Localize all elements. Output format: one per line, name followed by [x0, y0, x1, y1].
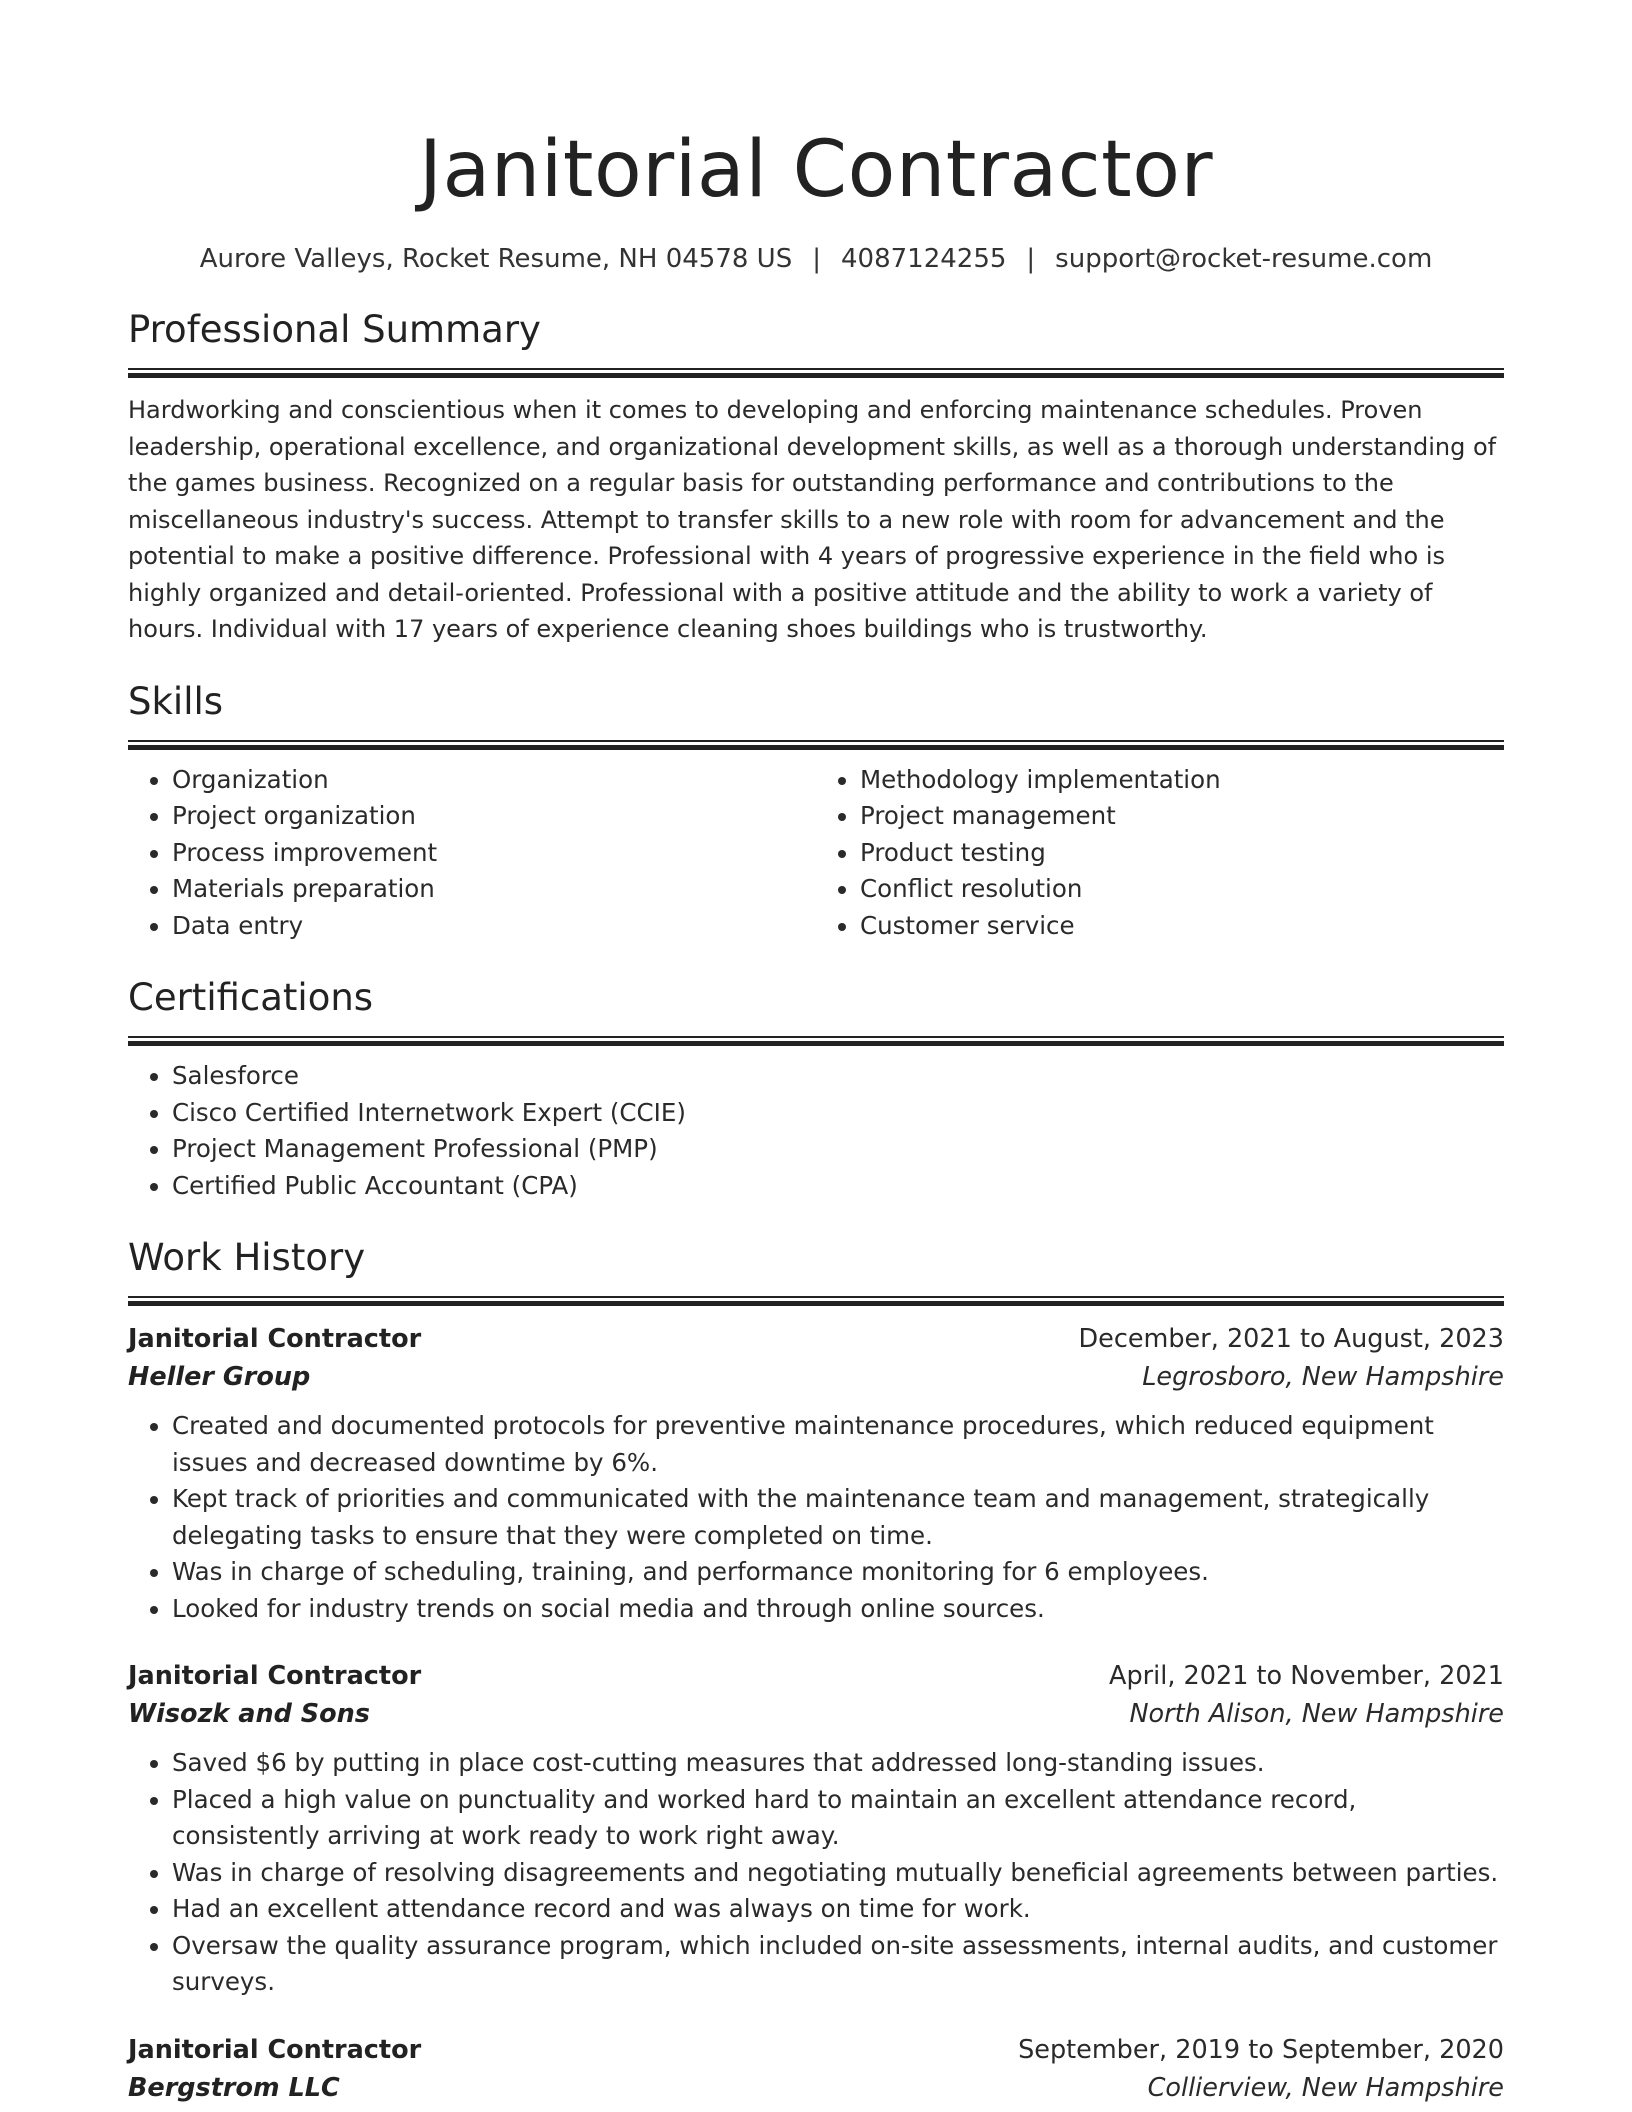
skill-item: • Product testing	[860, 835, 1504, 872]
skill-item: • Project management	[860, 798, 1504, 835]
job-dates: December, 2021 to August, 2023	[1078, 1324, 1504, 1354]
job-bullets	[128, 1745, 1504, 2001]
job-bullet: • Was in charge of scheduling, training, and performance monitoring for 6 employees.	[172, 1554, 1504, 1591]
job-bullet: • Saved $6 by putting in place cost-cutting measures that addressed long-standing issues.	[172, 1745, 1504, 1782]
skills-columns	[128, 762, 1504, 945]
certifications-list	[128, 1058, 1504, 1204]
job-company: Bergstrom LLC	[128, 2072, 340, 2103]
summary-text: Hardworking and conscientious when it comes to developing and enforcing maintenance schedules. Proven leadership, operational excellence, and organizational development skills, as well as a thorough understanding of the games business. Recognized on a regular basis for outstanding performance and contributions to the miscellaneous industry's success. Attempt to transfer skills to a new role with room for advancement and the potential to make a positive difference. Professional with 4 years of progressive experience in the field who is highly organized and detail-oriented. Professional with a positive attitude and the ability to work a variety of hours. Individual with 17 years of experience cleaning shoes buildings who is trustworthy.	[128, 396, 1497, 643]
contact-line	[128, 242, 1504, 276]
skills-right-list	[816, 762, 1504, 945]
skill-item: • Methodology implementation	[860, 762, 1504, 799]
job-title: Janitorial Contractor	[128, 1661, 422, 1691]
job-location: Collierview, New Hampshire	[1147, 2072, 1504, 2103]
section-title: Skills	[128, 679, 224, 723]
job-title: Janitorial Contractor	[128, 1324, 422, 1354]
job-subheader	[128, 1695, 1504, 1733]
work-history-section	[128, 1234, 1504, 2107]
section-divider	[128, 1296, 1504, 1306]
skill-item: • Materials preparation	[172, 871, 816, 908]
job-entry	[128, 1320, 1504, 1627]
job-entry	[128, 1657, 1504, 2001]
job-location: Legrosboro, New Hampshire	[1142, 1362, 1504, 1392]
section-title: Work History	[128, 1236, 366, 1279]
job-bullet: • Oversaw the quality assurance program, which included on-site assessments, internal audits, and customer surveys.	[172, 1928, 1504, 2001]
certification-item: • Salesforce	[172, 1058, 1504, 1095]
skills-left-list	[128, 762, 816, 945]
section-divider	[128, 368, 1504, 378]
job-subheader	[128, 2069, 1504, 2107]
certification-item: • Cisco Certified Internetwork Expert (CCIE)	[172, 1095, 1504, 1132]
job-dates: September, 2019 to September, 2020	[1018, 2034, 1504, 2065]
job-header	[128, 1657, 1504, 1695]
certification-item: • Project Management Professional (PMP)	[172, 1131, 1504, 1168]
job-entry	[128, 2031, 1504, 2107]
skill-item: • Project organization	[172, 798, 816, 835]
job-company: Heller Group	[128, 1362, 311, 1392]
skill-item: • Data entry	[172, 908, 816, 945]
skill-item: • Organization	[172, 762, 816, 799]
professional-summary-section	[128, 306, 1504, 648]
job-bullet: • Looked for industry trends on social media and through online sources.	[172, 1591, 1504, 1628]
job-subheader	[128, 1358, 1504, 1396]
contact-address: Aurore Valleys, Rocket Resume, NH 04578 US	[199, 244, 793, 274]
contact-phone: 4087124255	[840, 244, 1007, 274]
contact-separator: |	[812, 244, 821, 274]
job-dates: April, 2021 to November, 2021	[1109, 1661, 1504, 1691]
job-location: North Alison, New Hampshire	[1129, 1699, 1504, 1729]
section-divider	[128, 1036, 1504, 1046]
job-header	[128, 1320, 1504, 1358]
certification-item: • Certified Public Accountant (CPA)	[172, 1168, 1504, 1205]
job-bullet: • Created and documented protocols for preventive maintenance procedures, which reduced equipment issues and decreased downtime by 6%.	[172, 1408, 1504, 1481]
certifications-section	[128, 974, 1504, 1204]
section-title: Certifications	[128, 976, 374, 1019]
job-bullet: • Placed a high value on punctuality and worked hard to maintain an excellent attendance record, consistently arriving at work ready to work right away.	[172, 1782, 1504, 1855]
skill-item: • Conflict resolution	[860, 871, 1504, 908]
job-company: Wisozk and Sons	[128, 1699, 370, 1729]
contact-separator: |	[1026, 244, 1036, 274]
job-bullet: • Was in charge of resolving disagreements and negotiating mutually beneficial agreements between parties.	[172, 1855, 1504, 1892]
section-title: Professional Summary	[128, 308, 541, 351]
job-title: Janitorial Contractor	[128, 2034, 422, 2065]
job-bullet: • Had an excellent attendance record and was always on time for work.	[172, 1891, 1504, 1928]
job-bullet: • Kept track of priorities and communicated with the maintenance team and management, strategically delegating tasks to ensure that they were completed on time.	[172, 1481, 1504, 1554]
skill-item: • Process improvement	[172, 835, 816, 872]
section-divider	[128, 740, 1504, 750]
contact-email: support@rocket-resume.com	[1055, 244, 1433, 274]
job-bullets	[128, 1408, 1504, 1627]
job-header	[128, 2031, 1504, 2069]
skill-item: • Customer service	[860, 908, 1504, 945]
skills-section	[128, 678, 1504, 945]
resume-name: Janitorial Contractor	[418, 125, 1214, 215]
